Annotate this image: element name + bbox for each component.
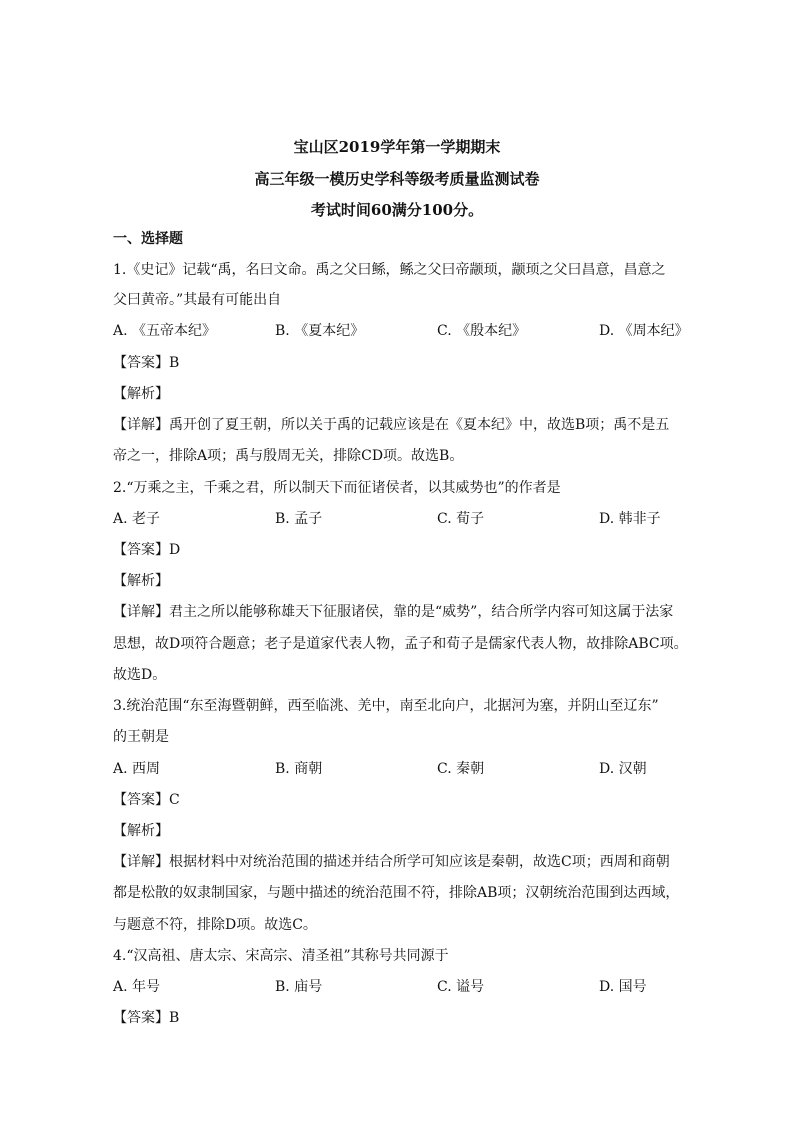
question-1-analysis-label: 【解析】 [113,386,169,402]
question-1-option-c: C. 《殷本纪》 [437,323,527,339]
question-2-option-a: A. 老子 [113,511,161,527]
question-4-answer [113,1008,179,1028]
question-1-detail-line-1 [113,415,669,435]
question-3-detail-line-2: 都是松散的奴隶制国家，与题中描述的统治范围不符，排除AB项；汉朝统治范围到达西域， [113,885,680,901]
question-3-stem-line-1: 3.统治范围“东至海暨朝鲜，西至临洮、羌中，南至北向户，北据河为塞，并阴山至辽东” [113,698,659,714]
question-4-option-c: C. 谥号 [437,979,485,995]
question-1-stem-line-1: 1.《史记》记载“禹，名曰文命。禹之父曰鲧，鲧之父曰帝颛顼，颛顼之父曰昌意，昌意之 [113,262,666,278]
question-2-option-c: C. 荀子 [437,511,485,527]
exam-title-school: 宝山区2019学年第一学期期末 [293,138,501,156]
question-2-analysis-label: 【解析】 [113,573,169,589]
question-2-answer [113,540,180,560]
question-4-option-b: B. 庙号 [275,979,323,995]
detail-label: 【详解】 [113,417,169,433]
question-1-stem-line-2: 父曰黄帝。”其最有可能出自 [113,292,282,308]
section-title: 一、选择题 [113,231,183,247]
answer-label: 【答案】 [113,355,169,371]
exam-title-subject: 高三年级一模历史学科等级考质量监测试卷 [254,170,540,188]
question-2-option-d: D. 韩非子 [599,511,661,527]
answer-value: D [169,542,181,558]
question-2-detail-line-2: 思想，故D项符合题意；老子是道家代表人物，孟子和荀子是儒家代表人物，故排除ABC项。 [113,636,688,652]
question-2-detail-line-3: 故选D。 [113,667,167,683]
question-4-stem-line-1: 4.“汉高祖、唐太宗、宋高宗、清圣祖”其称号共同源于 [113,948,449,964]
question-3-stem-line-2: 的王朝是 [113,729,169,745]
answer-label: 【答案】 [113,792,169,808]
detail-text: 君主之所以能够称雄天下征服诸侯，靠的是“威势”，结合所学内容可知这属于法家 [169,604,674,620]
question-3-detail-line-3: 与题意不符，排除D项。故选C。 [113,917,317,933]
question-1-option-d: D. 《周本纪》 [599,323,689,339]
question-3-option-d: D. 汉朝 [599,761,647,777]
question-3-option-c: C. 秦朝 [437,761,485,777]
question-4-option-d: D. 国号 [599,979,647,995]
answer-value: C [169,792,180,808]
question-3-detail-line-1 [113,852,670,872]
answer-label: 【答案】 [113,542,169,558]
question-2-detail-line-1 [113,602,673,622]
question-1-detail-line-2: 帝之一，排除A项；禹与殷周无关，排除CD项。故选B。 [113,448,464,464]
question-2-stem-line-1: 2.“万乘之主，千乘之君，所以制天下而征诸侯者，以其威势也”的作者是 [113,480,561,496]
detail-label: 【详解】 [113,854,169,870]
detail-label: 【详解】 [113,604,169,620]
question-2-option-b: B. 孟子 [275,511,323,527]
question-3-option-b: B. 商朝 [275,761,323,777]
answer-label: 【答案】 [113,1010,169,1026]
answer-value: B [169,355,180,371]
exam-title-time: 考试时间60满分100分。 [310,201,484,219]
question-1-option-a: A. 《五帝本纪》 [113,323,217,339]
question-1-answer [113,353,179,373]
question-4-option-a: A. 年号 [113,979,161,995]
question-1-option-b: B. 《夏本纪》 [275,323,365,339]
answer-value: B [169,1010,180,1026]
question-3-analysis-label: 【解析】 [113,823,169,839]
detail-text: 禹开创了夏王朝，所以关于禹的记载应该是在《夏本纪》中，故选B项；禹不是五 [169,417,670,433]
question-3-option-a: A. 西周 [113,761,161,777]
question-3-answer [113,790,180,810]
detail-text: 根据材料中对统治范围的描述并结合所学可知应该是秦朝，故选C项；西周和商朝 [169,854,670,870]
